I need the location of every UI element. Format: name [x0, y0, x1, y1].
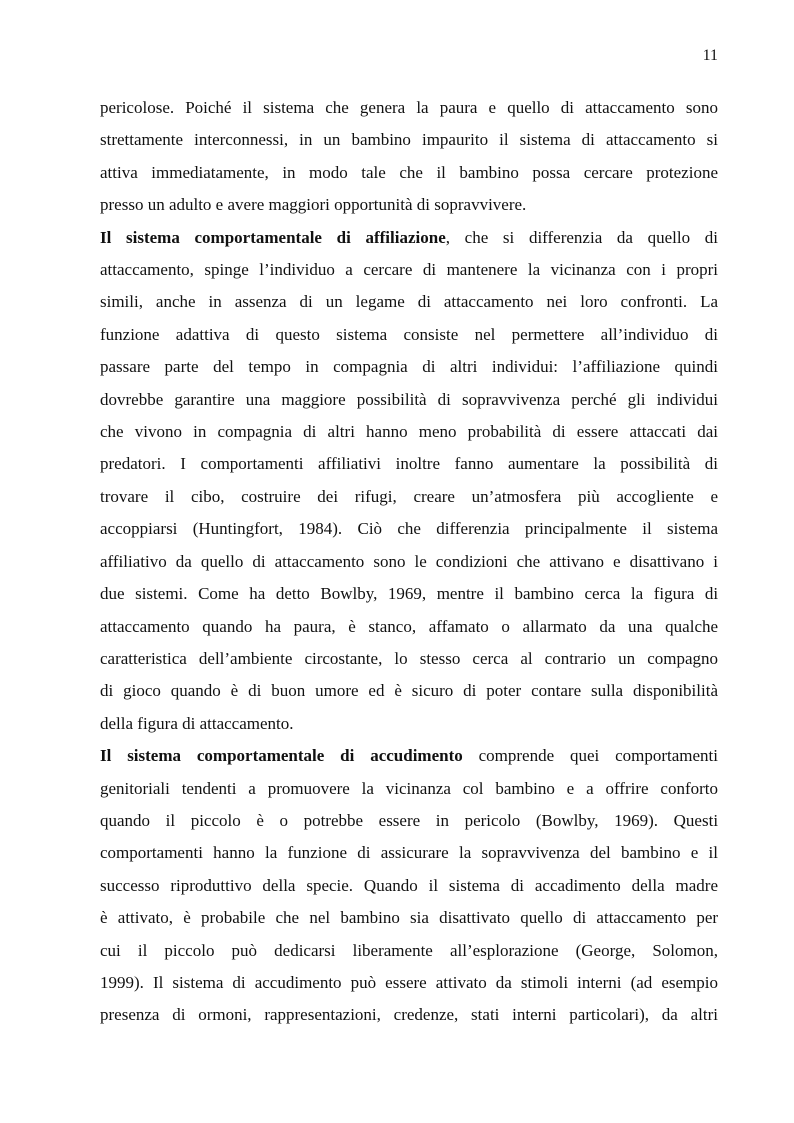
text-line: pericolose. Poiché il sistema che genera la paura e quello di attaccamento sono	[100, 98, 718, 117]
term-affiliazione: Il sistema comportamentale di affiliazione	[100, 227, 446, 247]
text-line: funzione adattiva di questo sistema consiste nel permettere all’individuo di	[100, 324, 718, 344]
body-text	[100, 92, 718, 1032]
text-line: attiva immediatamente, in modo tale che il bambino possa cercare protezione	[100, 162, 718, 182]
text-line: genitoriali tendenti a promuovere la vicinanza col bambino e a offrire conforto	[100, 778, 718, 798]
text-line: trovare il cibo, costruire dei rifugi, creare un’atmosfera più accogliente e	[100, 486, 718, 506]
text-line: presenza di ormoni, rappresentazioni, credenze, stati interni particolari), da altri	[100, 1005, 718, 1025]
text-line: successo riproduttivo della specie. Quando il sistema di accadimento della madre	[100, 875, 718, 895]
text-line	[100, 740, 718, 772]
text-line: caratteristica dell’ambiente circostante, lo stesso cerca al contrario un compagno	[100, 648, 718, 668]
text-line: della figura di attaccamento.	[100, 713, 294, 733]
text-line: di gioco quando è di buon umore ed è sicuro di poter contare sulla disponibilità	[100, 681, 718, 701]
text-fragment: comprende quei comportamenti	[462, 746, 718, 766]
text-line: due sistemi. Come ha detto Bowlby, 1969, mentre il bambino cerca la figura di	[100, 584, 718, 604]
text-line: affiliativo da quello di attaccamento sono le condizioni che attivano e disattivano i	[100, 551, 718, 571]
text-line: passare parte del tempo in compagnia di altri individui: l’affiliazione quindi	[100, 357, 718, 377]
text-line: 1999). Il sistema di accudimento può essere attivato da stimoli interni (ad esempio	[100, 972, 718, 992]
text-line: strettamente interconnessi, in un bambino impaurito il sistema di attaccamento si	[100, 130, 718, 150]
text-fragment: , che si differenzia da quello di	[445, 227, 718, 247]
text-line: dovrebbe garantire una maggiore possibilità di sopravvivenza perché gli individui	[100, 389, 718, 409]
paragraph-2	[100, 222, 718, 741]
text-line: è attivato, è probabile che nel bambino sia disattivato quello di attaccamento per	[100, 908, 718, 928]
text-line: attaccamento, spinge l’individuo a cercare di mantenere la vicinanza con i propri	[100, 260, 718, 280]
term-accudimento: Il sistema comportamentale di accudimento	[100, 746, 463, 766]
text-line: comportamenti hanno la funzione di assicurare la sopravvivenza del bambino e il	[100, 843, 718, 863]
text-line: predatori. I comportamenti affiliativi inoltre fanno aumentare la possibilità di	[100, 454, 718, 474]
page-number: 11	[702, 47, 718, 64]
text-line: presso un adulto e avere maggiori opportunità di sopravvivere.	[100, 195, 527, 215]
paragraph-3	[100, 740, 718, 1032]
text-line: cui il piccolo può dedicarsi liberamente all’esplorazione (George, Solomon,	[100, 940, 718, 960]
text-line: accoppiarsi (Huntingfort, 1984). Ciò che differenzia principalmente il sistema	[100, 519, 718, 539]
text-line: quando il piccolo è o potrebbe essere in pericolo (Bowlby, 1969). Questi	[100, 810, 718, 830]
text-line	[100, 222, 718, 254]
text-line: simili, anche in assenza di un legame di attaccamento nei loro confronti. La	[100, 292, 718, 312]
text-line: attaccamento quando ha paura, è stanco, affamato o allarmato da una qualche	[100, 616, 718, 636]
text-line: che vivono in compagnia di altri hanno meno probabilità di essere attaccati dai	[100, 422, 718, 442]
paragraph-1	[100, 92, 718, 222]
